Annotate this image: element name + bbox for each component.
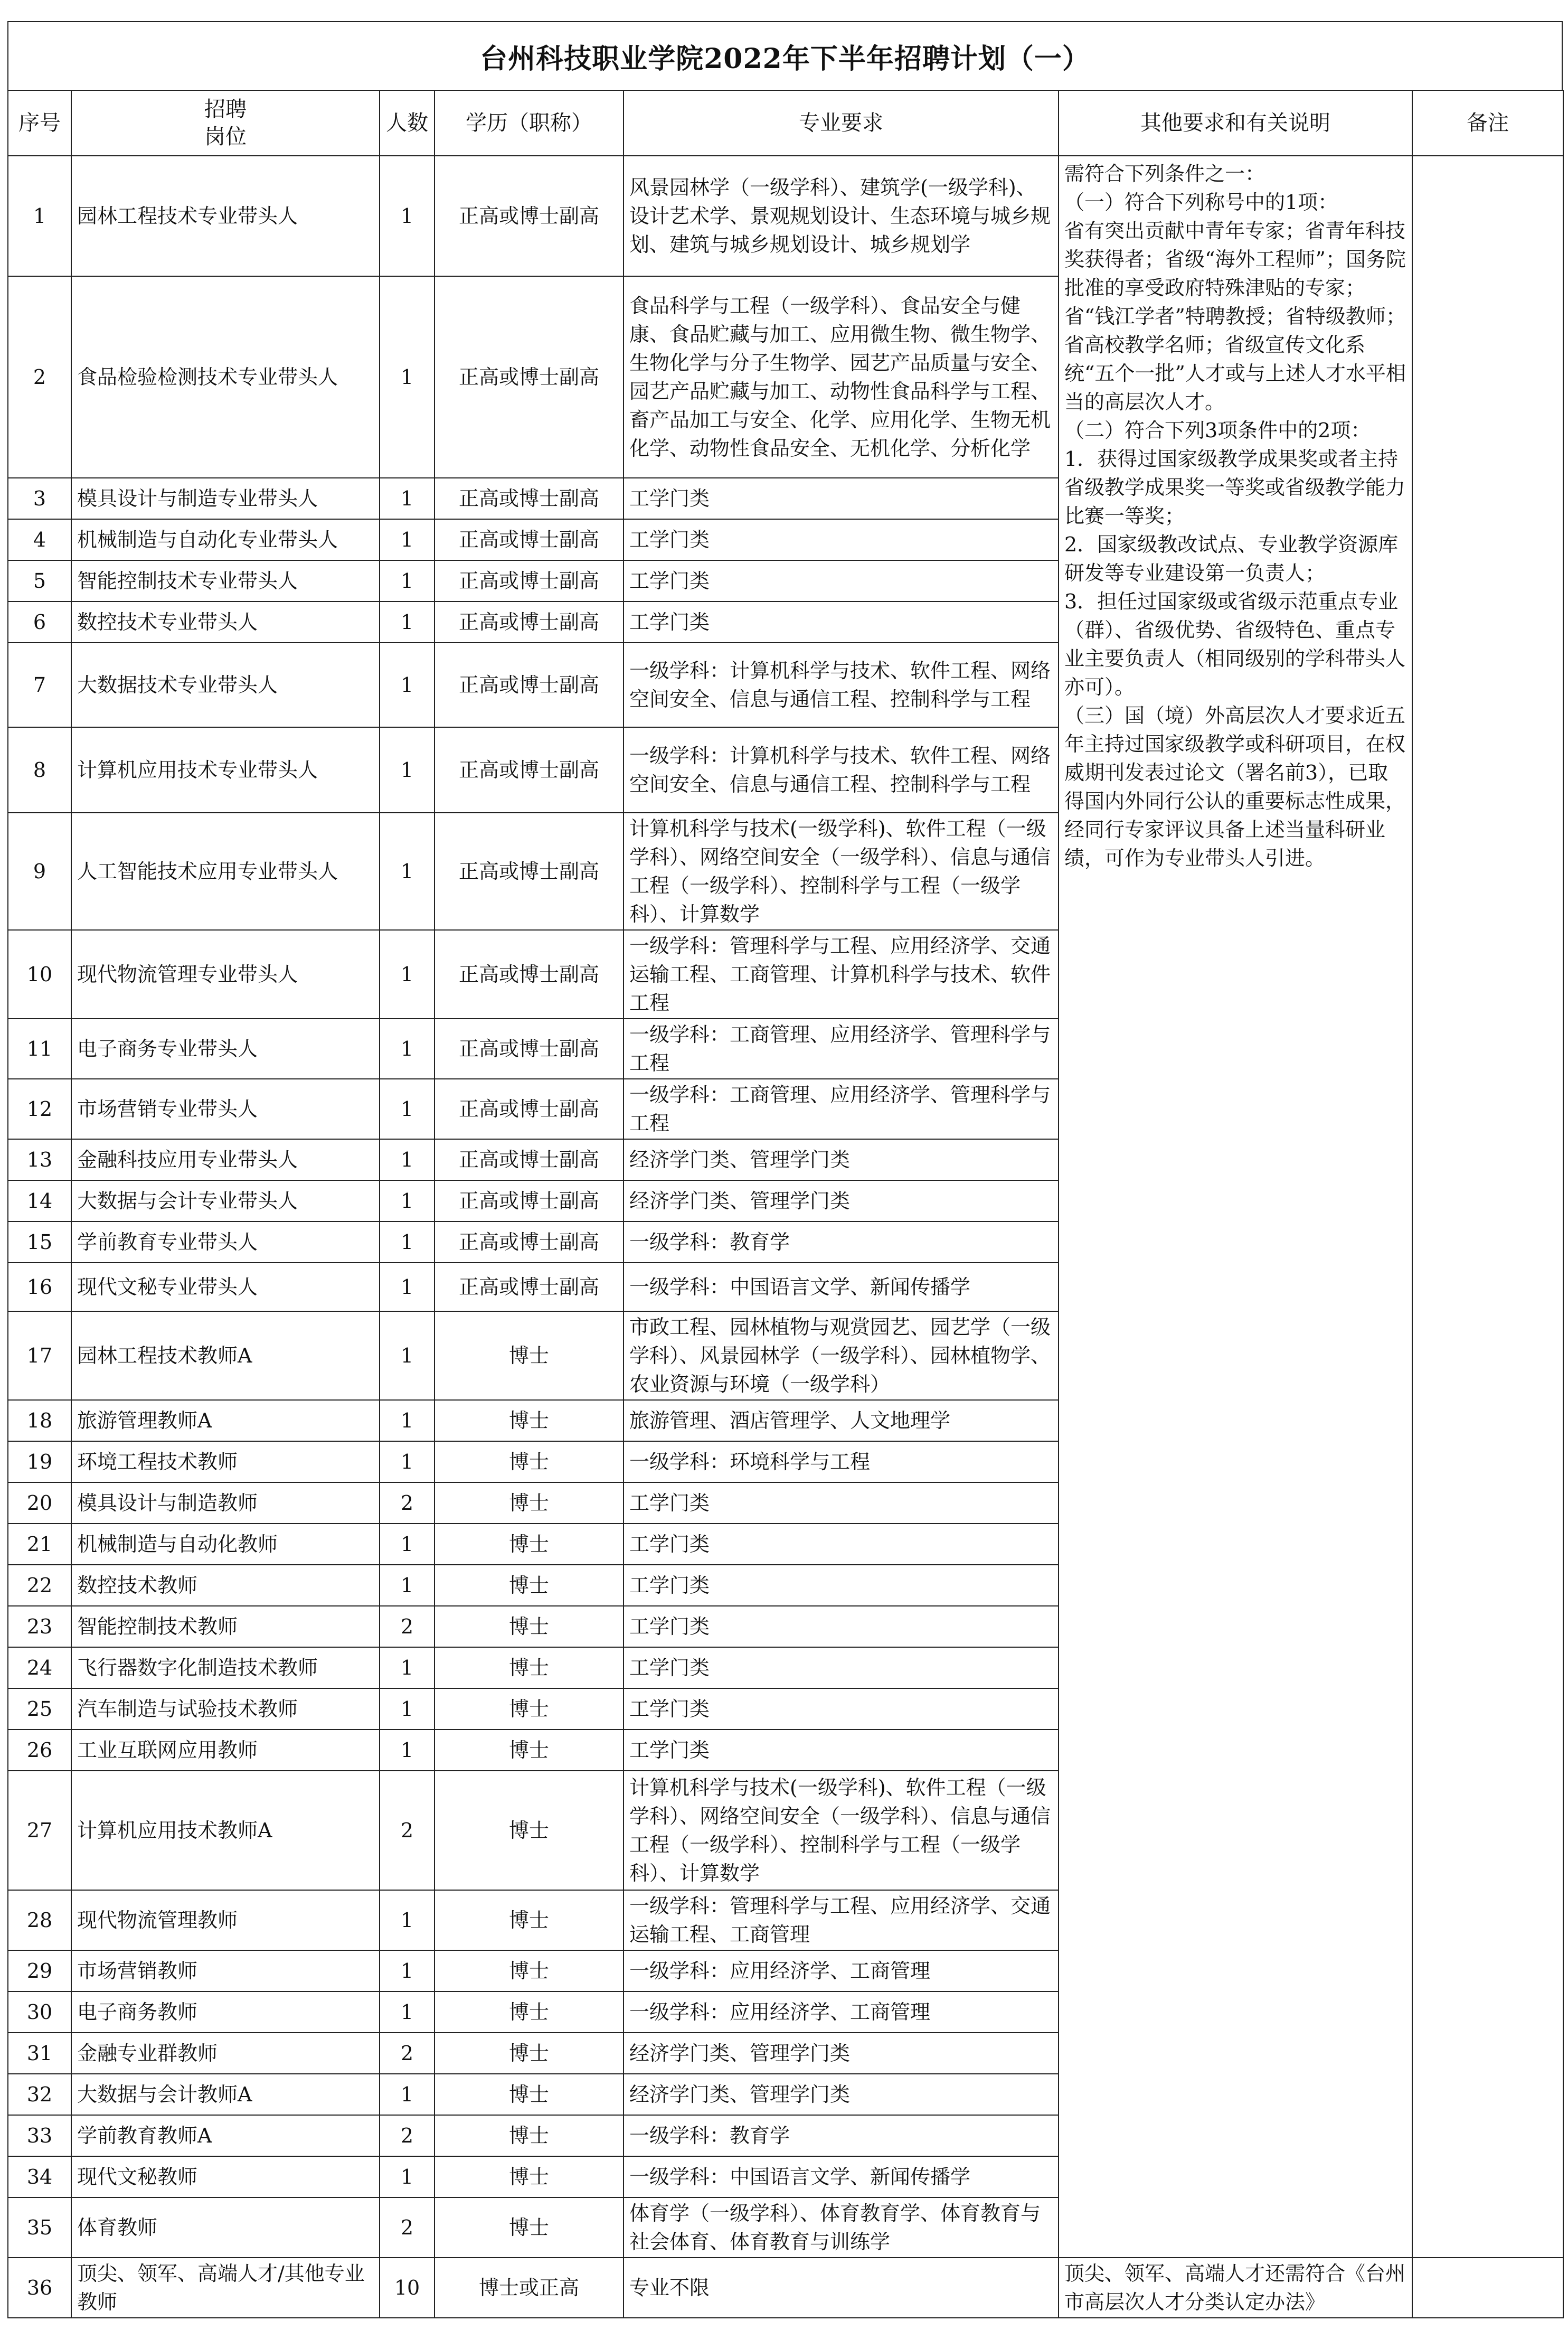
cell-major: 风景园林学（一级学科）、建筑学(一级学科)、设计艺术学、景观规划设计、生态环境与城乡规划、建筑与城乡规划设计、城乡规划学 bbox=[624, 156, 1059, 276]
cell-no: 33 bbox=[8, 2115, 71, 2156]
cell-no: 1 bbox=[8, 156, 71, 276]
cell-count: 2 bbox=[380, 1771, 434, 1890]
cell-no: 32 bbox=[8, 2074, 71, 2115]
cell-post: 园林工程技术专业带头人 bbox=[71, 156, 380, 276]
cell-major: 一级学科：环境科学与工程 bbox=[624, 1441, 1059, 1482]
cell-count: 1 bbox=[380, 1524, 434, 1565]
cell-count: 1 bbox=[380, 1950, 434, 1991]
header-post-line1: 招聘 bbox=[204, 97, 247, 121]
cell-edu: 博士 bbox=[434, 1771, 624, 1890]
cell-post: 现代物流管理教师 bbox=[71, 1890, 380, 1950]
header-remark: 备注 bbox=[1412, 90, 1563, 156]
cell-major: 一级学科：教育学 bbox=[624, 2115, 1059, 2156]
cell-post: 金融科技应用专业带头人 bbox=[71, 1139, 380, 1180]
cell-count: 2 bbox=[380, 1606, 434, 1647]
cell-count: 1 bbox=[380, 1688, 434, 1730]
cell-edu: 正高或博士副高 bbox=[434, 156, 624, 276]
cell-major: 工学门类 bbox=[624, 478, 1059, 519]
cell-count: 2 bbox=[380, 1482, 434, 1524]
header-no: 序号 bbox=[8, 90, 71, 156]
cell-no: 7 bbox=[8, 643, 71, 727]
cell-post: 现代文秘教师 bbox=[71, 2156, 380, 2197]
cell-count: 1 bbox=[380, 1647, 434, 1688]
cell-post: 环境工程技术教师 bbox=[71, 1441, 380, 1482]
cell-no: 30 bbox=[8, 1991, 71, 2033]
cell-count: 1 bbox=[380, 1400, 434, 1441]
cell-major: 工学门类 bbox=[624, 519, 1059, 560]
header-major: 专业要求 bbox=[624, 90, 1059, 156]
cell-no: 20 bbox=[8, 1482, 71, 1524]
cell-post: 人工智能技术应用专业带头人 bbox=[71, 813, 380, 930]
cell-post: 学前教育专业带头人 bbox=[71, 1222, 380, 1263]
cell-no: 25 bbox=[8, 1688, 71, 1730]
cell-no: 14 bbox=[8, 1180, 71, 1222]
cell-count: 2 bbox=[380, 2115, 434, 2156]
cell-no: 26 bbox=[8, 1730, 71, 1771]
cell-remark bbox=[1412, 2258, 1563, 2318]
cell-count: 1 bbox=[380, 1222, 434, 1263]
cell-post: 现代物流管理专业带头人 bbox=[71, 930, 380, 1019]
cell-edu: 正高或博士副高 bbox=[434, 643, 624, 727]
cell-major: 一级学科：计算机科学与技术、软件工程、网络空间安全、信息与通信工程、控制科学与工程 bbox=[624, 727, 1059, 813]
cell-no: 8 bbox=[8, 727, 71, 813]
cell-no: 3 bbox=[8, 478, 71, 519]
cell-edu: 正高或博士副高 bbox=[434, 276, 624, 478]
cell-edu: 博士 bbox=[434, 1890, 624, 1950]
cell-major: 一级学科：应用经济学、工商管理 bbox=[624, 1991, 1059, 2033]
cell-edu: 正高或博士副高 bbox=[434, 560, 624, 602]
cell-post: 智能控制技术专业带头人 bbox=[71, 560, 380, 602]
cell-no: 12 bbox=[8, 1079, 71, 1139]
cell-post: 体育教师 bbox=[71, 2197, 380, 2258]
cell-major: 一级学科：工商管理、应用经济学、管理科学与工程 bbox=[624, 1079, 1059, 1139]
cell-no: 16 bbox=[8, 1263, 71, 1311]
cell-edu: 正高或博士副高 bbox=[434, 519, 624, 560]
cell-count: 1 bbox=[380, 1139, 434, 1180]
cell-edu: 博士 bbox=[434, 1647, 624, 1688]
page-title: 台州科技职业学院2022年下半年招聘计划（一） bbox=[7, 21, 1563, 90]
cell-count: 1 bbox=[380, 1019, 434, 1079]
requirement-paragraph: 2．国家级教改试点、专业教学资源库研发等专业建设第一负责人； bbox=[1064, 533, 1399, 585]
cell-edu: 博士或正高 bbox=[434, 2258, 624, 2318]
cell-no: 36 bbox=[8, 2258, 71, 2318]
cell-count: 1 bbox=[380, 560, 434, 602]
cell-no: 11 bbox=[8, 1019, 71, 1079]
cell-post: 园林工程技术教师A bbox=[71, 1311, 380, 1400]
cell-post: 电子商务教师 bbox=[71, 1991, 380, 2033]
cell-post: 智能控制技术教师 bbox=[71, 1606, 380, 1647]
cell-major: 一级学科：管理科学与工程、应用经济学、交通运输工程、工商管理 bbox=[624, 1890, 1059, 1950]
cell-count: 1 bbox=[380, 478, 434, 519]
cell-edu: 博士 bbox=[434, 1482, 624, 1524]
cell-major: 经济学门类、管理学门类 bbox=[624, 1180, 1059, 1222]
header-row bbox=[8, 90, 1563, 156]
cell-edu: 博士 bbox=[434, 2033, 624, 2074]
cell-major: 一级学科：教育学 bbox=[624, 1222, 1059, 1263]
cell-no: 10 bbox=[8, 930, 71, 1019]
cell-major: 计算机科学与技术(一级学科)、软件工程（一级学科）、网络空间安全（一级学科）、信息与通信工程（一级学科）、控制科学与工程（一级学科）、计算数学 bbox=[624, 1771, 1059, 1890]
cell-major: 经济学门类、管理学门类 bbox=[624, 2033, 1059, 2074]
cell-edu: 正高或博士副高 bbox=[434, 1180, 624, 1222]
requirement-paragraph: 需符合下列条件之一： bbox=[1064, 162, 1265, 185]
cell-edu: 博士 bbox=[434, 1441, 624, 1482]
cell-post: 食品检验检测技术专业带头人 bbox=[71, 276, 380, 478]
cell-major: 工学门类 bbox=[624, 1730, 1059, 1771]
cell-no: 31 bbox=[8, 2033, 71, 2074]
cell-no: 13 bbox=[8, 1139, 71, 1180]
cell-edu: 正高或博士副高 bbox=[434, 478, 624, 519]
cell-edu: 博士 bbox=[434, 1311, 624, 1400]
cell-major: 工学门类 bbox=[624, 1524, 1059, 1565]
cell-major: 经济学门类、管理学门类 bbox=[624, 2074, 1059, 2115]
cell-no: 15 bbox=[8, 1222, 71, 1263]
cell-edu: 正高或博士副高 bbox=[434, 1222, 624, 1263]
cell-edu: 博士 bbox=[434, 2074, 624, 2115]
cell-no: 22 bbox=[8, 1565, 71, 1606]
cell-post: 大数据与会计教师A bbox=[71, 2074, 380, 2115]
cell-no: 23 bbox=[8, 1606, 71, 1647]
cell-edu: 正高或博士副高 bbox=[434, 1079, 624, 1139]
cell-major: 食品科学与工程（一级学科）、食品安全与健康、食品贮藏与加工、应用微生物、微生物学、生物化学与分子生物学、园艺产品质量与安全、园艺产品贮藏与加工、动物性食品科学与工程、畜产品加工与安全、化学、应用化学、生物无机化学、动物性食品安全、无机化学、分析化学 bbox=[624, 276, 1059, 478]
cell-count: 1 bbox=[380, 1180, 434, 1222]
cell-post: 计算机应用技术教师A bbox=[71, 1771, 380, 1890]
cell-count: 1 bbox=[380, 276, 434, 478]
cell-edu: 博士 bbox=[434, 1565, 624, 1606]
cell-no: 27 bbox=[8, 1771, 71, 1890]
cell-edu: 博士 bbox=[434, 1950, 624, 1991]
cell-edu: 正高或博士副高 bbox=[434, 602, 624, 643]
cell-edu: 博士 bbox=[434, 1400, 624, 1441]
cell-count: 2 bbox=[380, 2033, 434, 2074]
cell-no: 21 bbox=[8, 1524, 71, 1565]
table-row bbox=[8, 156, 1563, 276]
cell-no: 34 bbox=[8, 2156, 71, 2197]
header-edu: 学历（职称） bbox=[434, 90, 624, 156]
cell-major: 一级学科：工商管理、应用经济学、管理科学与工程 bbox=[624, 1019, 1059, 1079]
header-other: 其他要求和有关说明 bbox=[1059, 90, 1412, 156]
cell-post: 市场营销教师 bbox=[71, 1950, 380, 1991]
cell-major: 市政工程、园林植物与观赏园艺、园艺学（一级学科）、风景园林学（一级学科）、园林植物学、农业资源与环境（一级学科） bbox=[624, 1311, 1059, 1400]
cell-count: 1 bbox=[380, 1079, 434, 1139]
recruitment-table bbox=[7, 90, 1564, 2318]
cell-major: 计算机科学与技术(一级学科)、软件工程（一级学科）、网络空间安全（一级学科）、信息与通信工程（一级学科）、控制科学与工程（一级学科）、计算数学 bbox=[624, 813, 1059, 930]
cell-count: 1 bbox=[380, 727, 434, 813]
header-post bbox=[71, 90, 380, 156]
cell-post: 大数据与会计专业带头人 bbox=[71, 1180, 380, 1222]
cell-count: 1 bbox=[380, 156, 434, 276]
cell-major: 工学门类 bbox=[624, 1565, 1059, 1606]
cell-edu: 正高或博士副高 bbox=[434, 727, 624, 813]
cell-count: 1 bbox=[380, 1991, 434, 2033]
cell-no: 28 bbox=[8, 1890, 71, 1950]
cell-count: 10 bbox=[380, 2258, 434, 2318]
cell-no: 24 bbox=[8, 1647, 71, 1688]
cell-count: 1 bbox=[380, 1263, 434, 1311]
cell-major: 工学门类 bbox=[624, 1688, 1059, 1730]
cell-edu: 博士 bbox=[434, 1606, 624, 1647]
cell-no: 2 bbox=[8, 276, 71, 478]
cell-major: 一级学科：应用经济学、工商管理 bbox=[624, 1950, 1059, 1991]
cell-post: 机械制造与自动化专业带头人 bbox=[71, 519, 380, 560]
cell-no: 9 bbox=[8, 813, 71, 930]
cell-post: 计算机应用技术专业带头人 bbox=[71, 727, 380, 813]
cell-count: 1 bbox=[380, 1311, 434, 1400]
header-count: 人数 bbox=[380, 90, 434, 156]
cell-major: 专业不限 bbox=[624, 2258, 1059, 2318]
cell-major: 工学门类 bbox=[624, 1647, 1059, 1688]
cell-post: 模具设计与制造教师 bbox=[71, 1482, 380, 1524]
cell-edu: 正高或博士副高 bbox=[434, 1263, 624, 1311]
requirement-paragraph: 省有突出贡献中青年专家；省青年科技奖获得者；省级“海外工程师”；国务院批准的享受政府特殊津贴的专家；省“钱江学者”特聘教授；省特级教师；省高校教学名师；省级宣传文化系统“五个一批”人才或与上述人才水平相当的高层次人才。 bbox=[1064, 219, 1406, 414]
cell-post: 大数据技术专业带头人 bbox=[71, 643, 380, 727]
cell-other: 顶尖、领军、高端人才还需符合《台州市高层次人才分类认定办法》 bbox=[1059, 2258, 1412, 2318]
requirement-paragraph: 3．担任过国家级或省级示范重点专业（群）、省级优势、省级特色、重点专业主要负责人（相同级别的学科带头人亦可）。 bbox=[1064, 590, 1406, 699]
cell-post: 现代文秘专业带头人 bbox=[71, 1263, 380, 1311]
cell-edu: 博士 bbox=[434, 2156, 624, 2197]
cell-post: 旅游管理教师A bbox=[71, 1400, 380, 1441]
cell-count: 1 bbox=[380, 930, 434, 1019]
cell-major: 旅游管理、酒店管理学、人文地理学 bbox=[624, 1400, 1059, 1441]
cell-major: 一级学科：中国语言文学、新闻传播学 bbox=[624, 1263, 1059, 1311]
cell-post: 数控技术专业带头人 bbox=[71, 602, 380, 643]
cell-no: 35 bbox=[8, 2197, 71, 2258]
cell-post: 电子商务专业带头人 bbox=[71, 1019, 380, 1079]
cell-post: 学前教育教师A bbox=[71, 2115, 380, 2156]
cell-post: 汽车制造与试验技术教师 bbox=[71, 1688, 380, 1730]
table-row bbox=[8, 2258, 1563, 2318]
cell-edu: 正高或博士副高 bbox=[434, 930, 624, 1019]
cell-remark bbox=[1412, 156, 1563, 2258]
cell-edu: 博士 bbox=[434, 1991, 624, 2033]
cell-no: 6 bbox=[8, 602, 71, 643]
cell-major: 工学门类 bbox=[624, 1606, 1059, 1647]
cell-no: 29 bbox=[8, 1950, 71, 1991]
cell-no: 17 bbox=[8, 1311, 71, 1400]
requirement-paragraph: （二）符合下列3项条件中的2项： bbox=[1064, 419, 1371, 442]
cell-post: 金融专业群教师 bbox=[71, 2033, 380, 2074]
cell-post: 市场营销专业带头人 bbox=[71, 1079, 380, 1139]
cell-count: 1 bbox=[380, 602, 434, 643]
header-post-line2: 岗位 bbox=[204, 125, 247, 149]
cell-major: 经济学门类、管理学门类 bbox=[624, 1139, 1059, 1180]
requirement-paragraph: （三）国（境）外高层次人才要求近五年主持过国家级教学或科研项目，在权威期刊发表过论文（署名前3），已取得国内外同行公认的重要标志性成果，经同行专家评议具备上述当量科研业绩，可作为专业带头人引进。 bbox=[1064, 704, 1406, 870]
cell-edu: 正高或博士副高 bbox=[434, 813, 624, 930]
requirement-paragraph: （一）符合下列称号中的1项： bbox=[1064, 191, 1338, 214]
cell-major: 工学门类 bbox=[624, 560, 1059, 602]
cell-count: 1 bbox=[380, 1565, 434, 1606]
cell-edu: 博士 bbox=[434, 2115, 624, 2156]
cell-post: 机械制造与自动化教师 bbox=[71, 1524, 380, 1565]
cell-count: 1 bbox=[380, 813, 434, 930]
cell-edu: 博士 bbox=[434, 1688, 624, 1730]
cell-post: 数控技术教师 bbox=[71, 1565, 380, 1606]
cell-major: 一级学科：中国语言文学、新闻传播学 bbox=[624, 2156, 1059, 2197]
cell-edu: 博士 bbox=[434, 1524, 624, 1565]
cell-count: 1 bbox=[380, 519, 434, 560]
cell-count: 1 bbox=[380, 643, 434, 727]
cell-count: 1 bbox=[380, 1441, 434, 1482]
cell-post: 顶尖、领军、高端人才/其他专业教师 bbox=[71, 2258, 380, 2318]
cell-edu: 博士 bbox=[434, 2197, 624, 2258]
cell-no: 19 bbox=[8, 1441, 71, 1482]
cell-post: 工业互联网应用教师 bbox=[71, 1730, 380, 1771]
cell-major: 工学门类 bbox=[624, 1482, 1059, 1524]
cell-post: 飞行器数字化制造技术教师 bbox=[71, 1647, 380, 1688]
cell-major: 一级学科：管理科学与工程、应用经济学、交通运输工程、工商管理、计算机科学与技术、软件工程 bbox=[624, 930, 1059, 1019]
cell-count: 1 bbox=[380, 1890, 434, 1950]
cell-post: 模具设计与制造专业带头人 bbox=[71, 478, 380, 519]
requirement-paragraph: 1．获得过国家级教学成果奖或者主持省级教学成果奖一等奖或省级教学能力比赛一等奖； bbox=[1064, 447, 1406, 528]
cell-other-requirements bbox=[1059, 156, 1412, 2258]
cell-major: 工学门类 bbox=[624, 602, 1059, 643]
cell-major: 体育学（一级学科）、体育教育学、体育教育与社会体育、体育教育与训练学 bbox=[624, 2197, 1059, 2258]
cell-no: 18 bbox=[8, 1400, 71, 1441]
cell-no: 4 bbox=[8, 519, 71, 560]
cell-edu: 博士 bbox=[434, 1730, 624, 1771]
cell-major: 一级学科：计算机科学与技术、软件工程、网络空间安全、信息与通信工程、控制科学与工程 bbox=[624, 643, 1059, 727]
cell-count: 1 bbox=[380, 1730, 434, 1771]
cell-count: 1 bbox=[380, 2074, 434, 2115]
cell-edu: 正高或博士副高 bbox=[434, 1019, 624, 1079]
cell-edu: 正高或博士副高 bbox=[434, 1139, 624, 1180]
cell-count: 1 bbox=[380, 2156, 434, 2197]
cell-no: 5 bbox=[8, 560, 71, 602]
cell-count: 2 bbox=[380, 2197, 434, 2258]
